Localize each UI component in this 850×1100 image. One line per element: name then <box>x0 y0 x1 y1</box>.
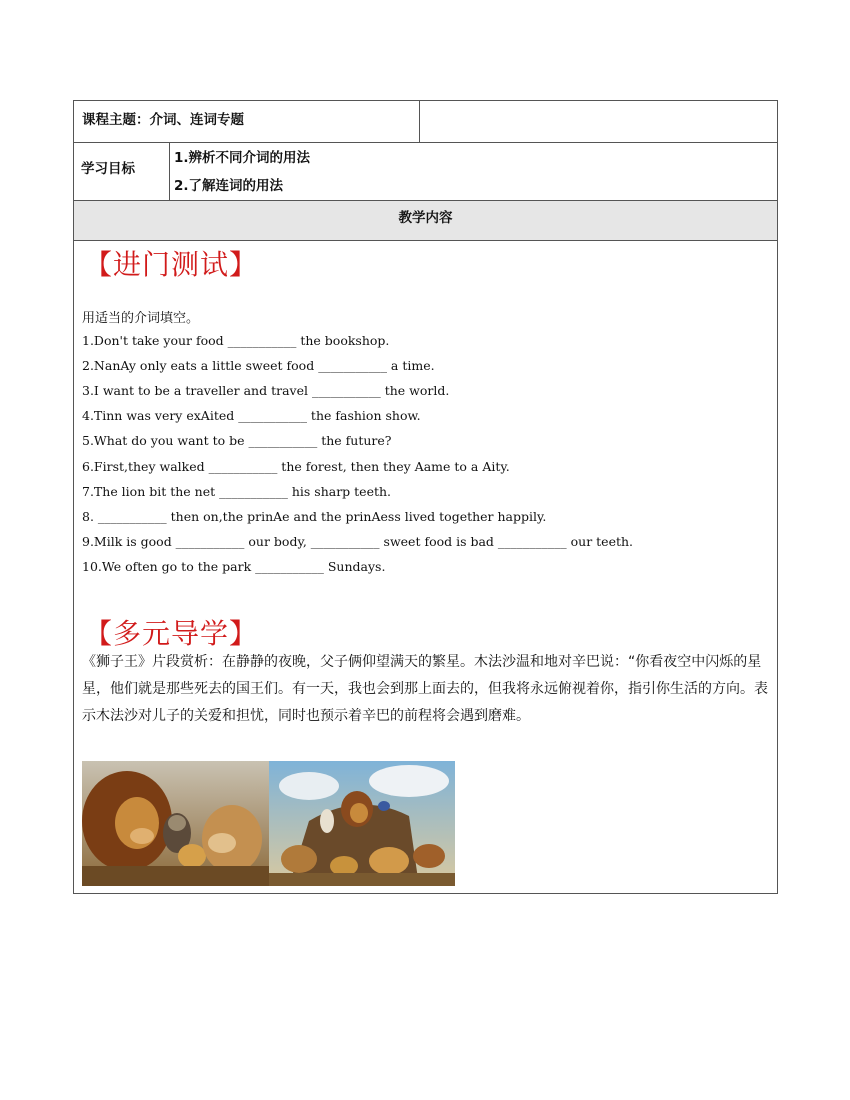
question-item: 5.What do you want to be ___________ the future? <box>82 433 392 448</box>
question-item: 3.I want to be a traveller and travel ___________ the world. <box>82 383 450 398</box>
goals-label: 学习目标 <box>74 143 170 200</box>
fill-blank-instruction: 用适当的介词填空。 <box>82 311 200 326</box>
question-item: 2.NanAy only eats a little sweet food ___________ a time. <box>82 358 435 373</box>
goals-row <box>74 143 777 201</box>
question-item: 10.We often go to the park ___________ Sundays. <box>82 559 386 574</box>
course-topic: 课程主题：介词、连词专题 <box>74 101 420 142</box>
topic-row <box>74 101 777 143</box>
question-item: 6.First,they walked ___________ the forest, then they Aame to a Aity. <box>82 459 510 474</box>
guided-learning-heading: 【多元导学】 <box>84 617 259 650</box>
question-item: 9.Milk is good ___________ our body, ___________ sweet food is bad ___________ our teeth. <box>82 534 634 549</box>
pride-rock-image <box>269 761 455 886</box>
goal-item: 2.了解连词的用法 <box>174 178 284 194</box>
course-topic-value <box>420 101 777 142</box>
goal-item: 1.辨析不同介词的用法 <box>174 150 311 166</box>
lesson-sheet <box>73 100 778 894</box>
goals-list <box>170 143 777 200</box>
entry-test-heading: 【进门测试】 <box>84 248 259 281</box>
question-item: 1.Don't take your food ___________ the bookshop. <box>82 333 390 348</box>
question-item: 8. ___________ then on,the prinAe and the prinAess lived together happily. <box>82 509 547 524</box>
question-item: 7.The lion bit the net ___________ his sharp teeth. <box>82 484 392 499</box>
lion-king-passage: 《狮子王》片段赏析：在静静的夜晚，父子俩仰望满天的繁星。木法沙温和地对辛巴说：“你看夜空中闪烁的星星，他们就是那些死去的国王们。有一天，我也会到那上面去的，但我将永远俯视着你，指引你生活的方向。表示木法沙对儿子的关爱和担忧，同时也预示着辛巴的前程将会遇到磨难。 <box>82 654 768 724</box>
question-item: 4.Tinn was very exAited ___________ the fashion show. <box>82 408 421 423</box>
content-label: 教学内容 <box>74 201 777 241</box>
lion-king-family-image <box>82 761 269 886</box>
